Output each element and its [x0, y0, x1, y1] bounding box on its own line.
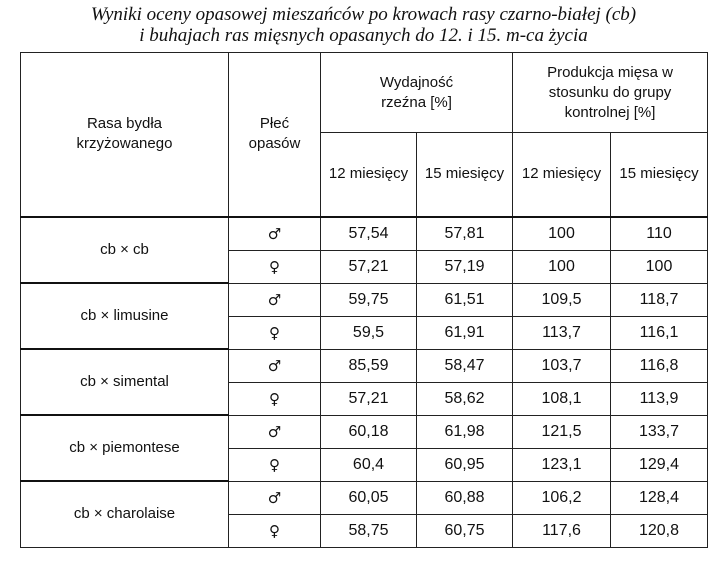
- breed-cell: cb × cb: [21, 217, 229, 284]
- value-cell: 118,7: [611, 283, 708, 316]
- value-cell: 58,62: [417, 382, 513, 415]
- breed-cell: cb × simental: [21, 349, 229, 415]
- header-row-1: [21, 53, 708, 133]
- female-icon: ♀: [229, 448, 321, 481]
- value-cell: 113,7: [513, 316, 611, 349]
- header-prod-15: 15 miesięcy: [611, 133, 708, 217]
- value-cell: 60,05: [321, 481, 417, 514]
- value-cell: 129,4: [611, 448, 708, 481]
- caption-line-2: i buhajach ras mięsnych opasanych do 12. i 15. m-ca życia: [139, 25, 588, 46]
- value-cell: 59,75: [321, 283, 417, 316]
- value-cell: 100: [611, 250, 708, 283]
- table-row: [21, 349, 708, 382]
- caption-line-1: Wyniki oceny opasowej mieszańców po krowach rasy czarno-białej (cb): [90, 4, 637, 25]
- value-cell: 61,98: [417, 415, 513, 448]
- value-cell: 57,81: [417, 217, 513, 251]
- value-cell: 108,1: [513, 382, 611, 415]
- table-row: [21, 481, 708, 514]
- value-cell: 110: [611, 217, 708, 251]
- value-cell: 103,7: [513, 349, 611, 382]
- value-cell: 60,18: [321, 415, 417, 448]
- value-cell: 57,54: [321, 217, 417, 251]
- male-icon: ♂: [229, 349, 321, 382]
- value-cell: 60,95: [417, 448, 513, 481]
- table-row: [21, 415, 708, 448]
- value-cell: 60,75: [417, 514, 513, 547]
- male-icon: ♂: [229, 415, 321, 448]
- value-cell: 57,21: [321, 382, 417, 415]
- value-cell: 123,1: [513, 448, 611, 481]
- female-icon: ♀: [229, 250, 321, 283]
- value-cell: 116,1: [611, 316, 708, 349]
- breed-cell: cb × piemontese: [21, 415, 229, 481]
- header-yield: Wydajność rzeźna [%]: [321, 53, 513, 133]
- value-cell: 113,9: [611, 382, 708, 415]
- breed-cell: cb × charolaise: [21, 481, 229, 547]
- value-cell: 60,4: [321, 448, 417, 481]
- value-cell: 100: [513, 250, 611, 283]
- header-yield-15: 15 miesięcy: [417, 133, 513, 217]
- value-cell: 121,5: [513, 415, 611, 448]
- value-cell: 117,6: [513, 514, 611, 547]
- value-cell: 120,8: [611, 514, 708, 547]
- header-prod-12: 12 miesięcy: [513, 133, 611, 217]
- value-cell: 57,21: [321, 250, 417, 283]
- value-cell: 85,59: [321, 349, 417, 382]
- header-sex: Płeć opasów: [229, 53, 321, 217]
- table-row: [21, 217, 708, 251]
- value-cell: 109,5: [513, 283, 611, 316]
- female-icon: ♀: [229, 382, 321, 415]
- male-icon: ♂: [229, 481, 321, 514]
- value-cell: 133,7: [611, 415, 708, 448]
- value-cell: 106,2: [513, 481, 611, 514]
- table-caption: [0, 4, 727, 46]
- value-cell: 61,51: [417, 283, 513, 316]
- value-cell: 57,19: [417, 250, 513, 283]
- value-cell: 116,8: [611, 349, 708, 382]
- table-row: [21, 283, 708, 316]
- results-table: [20, 52, 708, 548]
- value-cell: 100: [513, 217, 611, 251]
- value-cell: 58,47: [417, 349, 513, 382]
- header-production: Produkcja mięsa w stosunku do grupy kontrolnej [%]: [513, 53, 708, 133]
- value-cell: 128,4: [611, 481, 708, 514]
- breed-cell: cb × limusine: [21, 283, 229, 349]
- male-icon: ♂: [229, 217, 321, 251]
- female-icon: ♀: [229, 514, 321, 547]
- male-icon: ♂: [229, 283, 321, 316]
- value-cell: 58,75: [321, 514, 417, 547]
- header-breed: Rasa bydła krzyżowanego: [21, 53, 229, 217]
- female-icon: ♀: [229, 316, 321, 349]
- value-cell: 60,88: [417, 481, 513, 514]
- value-cell: 59,5: [321, 316, 417, 349]
- value-cell: 61,91: [417, 316, 513, 349]
- header-yield-12: 12 miesięcy: [321, 133, 417, 217]
